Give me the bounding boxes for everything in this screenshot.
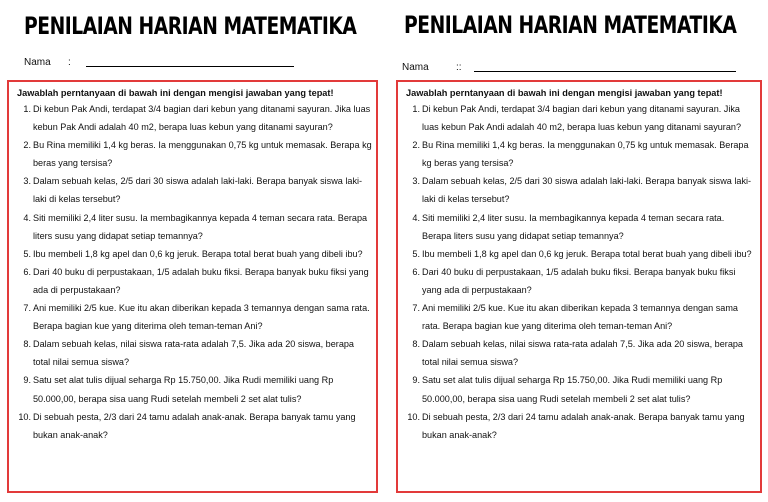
question-number: 9. <box>23 375 31 386</box>
question-number: 2. <box>23 140 31 151</box>
question-number: 8. <box>23 339 31 350</box>
question-item <box>406 408 756 444</box>
name-colon: :: <box>456 62 462 73</box>
question-text: Di kebun Pak Andi, terdapat 3/4 bagian dari kebun yang ditanami sayuran. Jika luas kebun Pak Andi adalah 40 m2, berapa luas kebun yang ditanami sayuran? <box>422 104 742 133</box>
instruction-text: Jawablah perntanyaan di bawah ini dengan mengisi jawaban yang tepat! <box>406 88 723 98</box>
question-number: 4. <box>412 212 420 223</box>
worksheet-right <box>384 0 768 502</box>
name-row <box>24 57 294 68</box>
question-number: 1. <box>412 104 420 114</box>
question-text: Dalam sebuah kelas, nilai siswa rata-rata adalah 7,5. Jika ada 20 siswa, berapa total nilai semua siswa? <box>422 339 743 368</box>
question-number: 10. <box>18 411 31 422</box>
question-text: Di kebun Pak Andi, terdapat 3/4 bagian dari kebun yang ditanami sayuran. Jika luas kebun Pak Andi adalah 40 m2, berapa luas kebun yang ditanami sayuran? <box>33 104 371 133</box>
question-text: Ani memiliki 2/5 kue. Kue itu akan diberikan kepada 3 temannya dengan sama rata. Berapa bagian kue yang diterima oleh teman-teman Ani? <box>33 303 370 332</box>
name-label: Nama <box>24 57 51 68</box>
question-item <box>17 263 372 299</box>
name-row <box>402 62 736 73</box>
question-number: 2. <box>412 140 420 151</box>
question-text: Ani memiliki 2/5 kue. Kue itu akan diberikan kepada 3 temannya dengan sama rata. Berapa bagian kue yang diterima oleh teman-teman Ani? <box>422 303 738 332</box>
question-text: Bu Rina memiliki 1,4 kg beras. Ia menggunakan 0,75 kg untuk memasak. Berapa kg beras yang tersisa? <box>422 140 749 169</box>
question-item <box>17 245 372 263</box>
name-label: Nama <box>402 62 429 73</box>
question-text: Dari 40 buku di perpustakaan, 1/5 adalah buku fiksi. Berapa banyak buku fiksi yang ada di perpustakaan? <box>33 266 369 295</box>
question-number: 7. <box>412 303 420 314</box>
question-item <box>406 371 756 407</box>
question-text: Dari 40 buku di perpustakaan, 1/5 adalah buku fiksi. Berapa banyak buku fiksi yang ada di perpustakaan? <box>422 266 736 295</box>
question-text: Dalam sebuah kelas, nilai siswa rata-rata adalah 7,5. Jika ada 20 siswa, berapa total nilai semua siswa? <box>33 339 354 368</box>
question-item <box>406 299 756 335</box>
question-text: Di sebuah pesta, 2/3 dari 24 tamu adalah anak-anak. Berapa banyak tamu yang bukan anak-anak? <box>33 411 356 440</box>
question-number: 5. <box>412 248 420 259</box>
question-list <box>17 100 372 444</box>
question-item <box>17 299 372 335</box>
question-item <box>406 172 756 208</box>
question-number: 3. <box>23 176 31 187</box>
question-text: Ibu membeli 1,8 kg apel dan 0,6 kg jeruk. Berapa total berat buah yang dibeli ibu? <box>422 248 752 259</box>
question-item <box>406 209 756 245</box>
question-number: 1. <box>23 104 31 114</box>
question-item <box>406 245 756 263</box>
question-item <box>17 136 372 172</box>
question-item <box>406 263 756 299</box>
question-text: Satu set alat tulis dijual seharga Rp 15.750,00. Jika Rudi memiliki uang Rp 50.000,00, berapa sisa uang Rudi setelah membeli 2 set alat tulis? <box>33 375 334 404</box>
worksheet-title: PENILAIAN HARIAN MATEMATIKA <box>24 12 357 40</box>
question-box <box>7 80 378 493</box>
name-blank-line <box>86 66 294 67</box>
question-box <box>396 80 762 493</box>
question-number: 3. <box>412 176 420 187</box>
question-number: 4. <box>23 212 31 223</box>
question-text: Siti memiliki 2,4 liter susu. Ia membagikannya kepada 4 teman secara rata. Berapa liters susu yang didapat setiap temannya? <box>33 212 368 241</box>
question-list <box>406 100 756 444</box>
instruction-text: Jawablah perntanyaan di bawah ini dengan mengisi jawaban yang tepat! <box>17 88 334 98</box>
name-blank-line <box>474 71 736 72</box>
question-item <box>17 335 372 371</box>
question-number: 5. <box>23 248 31 259</box>
question-number: 7. <box>23 303 31 314</box>
question-text: Satu set alat tulis dijual seharga Rp 15.750,00. Jika Rudi memiliki uang Rp 50.000,00, berapa sisa uang Rudi setelah membeli 2 set alat tulis? <box>422 375 723 404</box>
name-colon: : <box>68 57 71 68</box>
question-number: 9. <box>412 375 420 386</box>
worksheet-title: PENILAIAN HARIAN MATEMATIKA <box>404 11 737 39</box>
question-number: 10. <box>407 411 420 422</box>
question-item <box>406 100 756 136</box>
question-number: 6. <box>23 266 31 277</box>
question-number: 8. <box>412 339 420 350</box>
question-text: Dalam sebuah kelas, 2/5 dari 30 siswa adalah laki-laki. Berapa banyak siswa laki-laki di kelas tersebut? <box>33 176 363 205</box>
question-number: 6. <box>412 266 420 277</box>
question-item <box>17 371 372 407</box>
question-text: Bu Rina memiliki 1,4 kg beras. Ia menggunakan 0,75 kg untuk memasak. Berapa kg beras yang tersisa? <box>33 140 372 169</box>
question-item <box>406 335 756 371</box>
question-text: Dalam sebuah kelas, 2/5 dari 30 siswa adalah laki-laki. Berapa banyak siswa laki-laki di kelas tersebut? <box>422 176 752 205</box>
question-item <box>17 100 372 136</box>
question-item <box>17 209 372 245</box>
question-text: Di sebuah pesta, 2/3 dari 24 tamu adalah anak-anak. Berapa banyak tamu yang bukan anak-anak? <box>422 411 745 440</box>
question-item <box>17 172 372 208</box>
question-text: Siti memiliki 2,4 liter susu. Ia membagikannya kepada 4 teman secara rata. Berapa liters susu yang didapat setiap temannya? <box>422 212 725 241</box>
question-item <box>406 136 756 172</box>
question-item <box>17 408 372 444</box>
question-text: Ibu membeli 1,8 kg apel dan 0,6 kg jeruk. Berapa total berat buah yang dibeli ibu? <box>33 248 363 259</box>
